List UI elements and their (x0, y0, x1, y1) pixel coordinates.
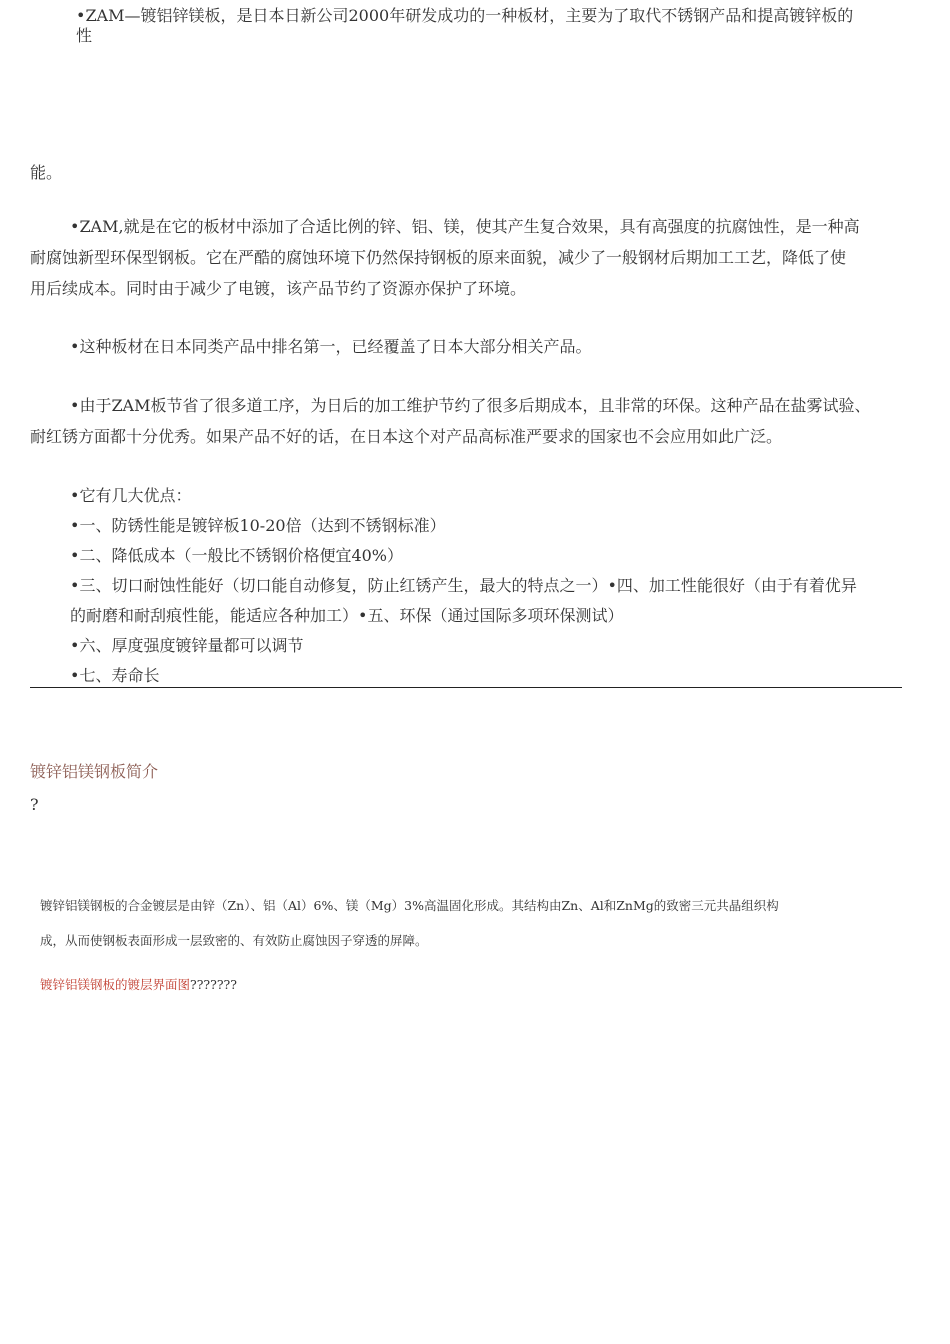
horizontal-rule (30, 687, 902, 688)
advantage-item-3-line-1: •三、切口耐蚀性能好（切口能自动修复，防止红锈产生，最大的特点之一）•四、加工性能很好（由于有着优异 (70, 576, 857, 595)
section-body-line-2: 成，从而使钢板表面形成一层致密的、有效防止腐蚀因子穿透的屏障。 (40, 933, 428, 948)
section-body-line-1: 镀锌铝镁钢板的合金镀层是由锌（Zn）、铝（Al）6%、镁（Mg）3%高温固化形成。其结构由Zn、Al和ZnMg的致密三元共晶组织构 (40, 898, 779, 913)
para-ranking: •这种板材在日本同类产品中排名第一，已经覆盖了日本大部分相关产品。 (70, 337, 592, 356)
intro-line-3: 能。 (30, 163, 63, 182)
advantages-intro: •它有几大优点： (70, 486, 192, 505)
intro-line-1: •ZAM—镀铝锌镁板，是日本日新公司2000年研发成功的一种板材，主要为了取代不锈钢产品和提高镀锌板的 (76, 6, 854, 25)
para-zam-line-1: •ZAM,就是在它的板材中添加了合适比例的锌、铝、镁，使其产生复合效果，具有高强度的抗腐蚀性，是一种高 (70, 217, 860, 236)
advantage-item-3-line-2: 的耐磨和耐刮痕性能，能适应各种加工）•五、环保（通过国际多项环保测试） (70, 606, 624, 625)
figure-caption-suffix: ??????? (190, 977, 237, 992)
para-process-line-1: •由于ZAM板节省了很多道工序，为日后的加工维护节约了很多后期成本，且非常的环保。这种产品在盐雾试验、 (70, 396, 871, 415)
advantage-item-6: •六、厚度强度镀锌量都可以调节 (70, 636, 304, 655)
advantage-item-1: •一、防锈性能是镀锌板10-20倍（达到不锈钢标准） (70, 516, 446, 535)
question-mark: ? (30, 795, 39, 814)
figure-caption-text: 镀锌铝镁钢板的镀层界面图 (40, 977, 191, 992)
para-zam-line-3: 用后续成本。同时由于减少了电镀，该产品节约了资源亦保护了环境。 (30, 279, 527, 298)
para-zam-line-2: 耐腐蚀新型环保型钢板。它在严酷的腐蚀环境下仍然保持钢板的原来面貌，减少了一般钢材后期加工工艺，降低了使 (30, 248, 847, 267)
figure-caption (40, 976, 237, 994)
section-title: 镀锌铝镁钢板简介 (30, 762, 159, 781)
advantage-item-7: •七、寿命长 (70, 666, 160, 685)
intro-line-2: 性 (76, 26, 93, 45)
para-process-line-2: 耐红锈方面都十分优秀。如果产品不好的话，在日本这个对产品高标准严要求的国家也不会应用如此广泛。 (30, 427, 783, 446)
advantage-item-2: •二、降低成本（一般比不锈钢价格便宜40%） (70, 546, 404, 565)
